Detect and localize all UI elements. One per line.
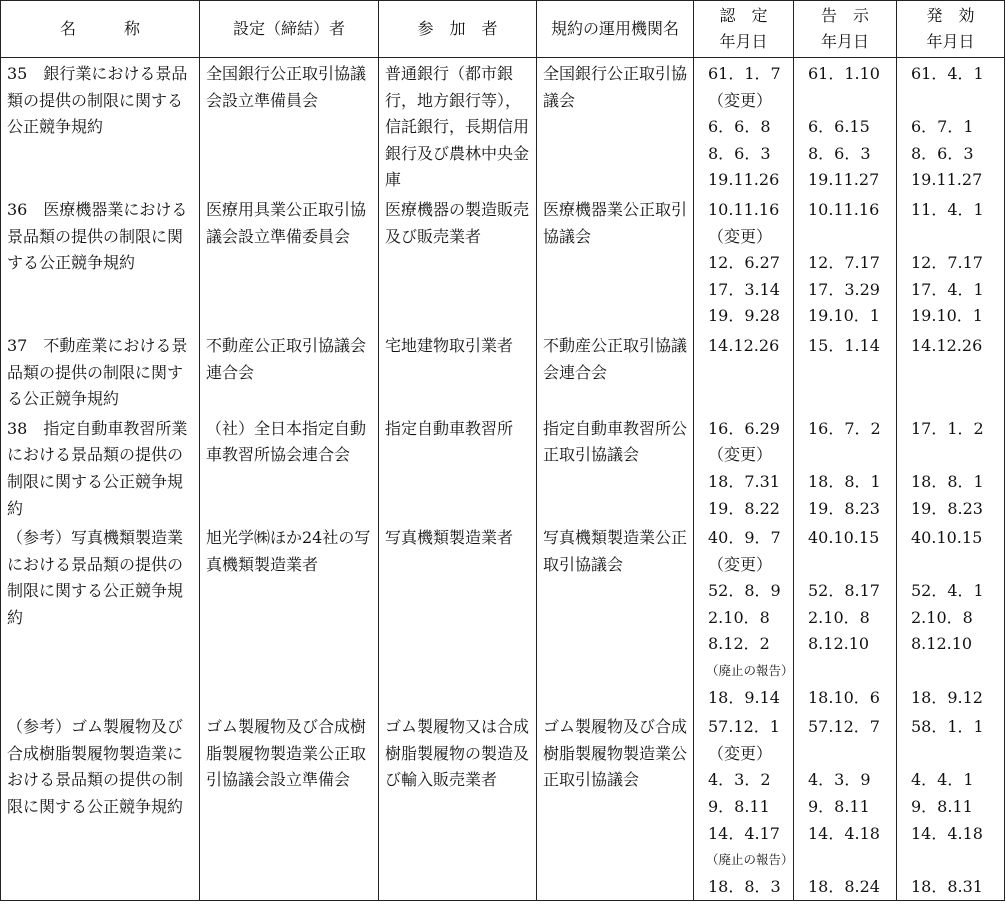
cell-name (1, 522, 200, 711)
participants-text: 普通銀行（都市銀行，地方銀行等），信託銀行，長期信用銀行及び農林中央金庫 (385, 64, 530, 190)
participants-text: 医療機器の製造販売及び販売業者 (385, 199, 530, 246)
cell-approval-dates (694, 711, 794, 901)
header-effective-date: 発 効 年月日 (897, 1, 1005, 58)
approval-date: （廃止の報告） (706, 852, 794, 868)
cell-setter (200, 522, 379, 711)
approval-date: 19．9.28 (708, 306, 780, 326)
approval-date: 18．9.14 (708, 687, 780, 707)
participants-text: 写真機類製造業者 (385, 528, 514, 548)
cell-participants (379, 194, 537, 330)
cell-participants (379, 330, 537, 413)
name-text: 35 銀行業における景品類の提供の制限に関する公正競争規約 (7, 64, 188, 137)
notice-date (794, 658, 896, 685)
cell-notice-dates (794, 58, 897, 194)
cell-notice-dates (794, 522, 897, 711)
cell-name (1, 711, 200, 901)
cell-setter (200, 413, 379, 522)
effect-date: 12．7.17 (911, 253, 983, 273)
notice-date (794, 88, 896, 115)
notice-date (794, 847, 896, 874)
effect-date: 19.10．1 (911, 306, 983, 326)
cell-name (1, 194, 200, 330)
effect-date (897, 224, 1004, 251)
notice-date: 52．8.17 (808, 581, 880, 601)
notice-date: 61．1.10 (808, 64, 880, 83)
cell-operator (537, 194, 694, 330)
operator-text: 全国銀行公正取引協議会 (543, 64, 688, 110)
cell-approval-dates (694, 58, 794, 194)
header-notice-date: 告 示 年月日 (794, 1, 897, 58)
notice-date: 14．4.18 (808, 823, 880, 843)
approval-date: 6．6．8 (708, 117, 771, 137)
effect-date: 19．8.23 (911, 498, 983, 518)
effect-date: 14．4.18 (911, 823, 983, 843)
approval-date: 2.10．8 (708, 607, 770, 627)
cell-name (1, 58, 200, 194)
name-text: 37 不動産業における景品類の提供の制限に関する公正競争規約 (7, 335, 188, 409)
approval-date: （変更） (708, 90, 773, 110)
notice-date: 19.11.27 (808, 170, 880, 190)
cell-notice-dates (794, 413, 897, 522)
approval-date: 8．6．3 (708, 143, 771, 163)
approval-date: 18．8．3 (708, 876, 781, 896)
effect-date: 11．4．1 (911, 199, 984, 219)
effect-date: 52．4．1 (911, 581, 984, 601)
notice-date: 8．6．3 (808, 143, 871, 163)
notice-date: 17．3.29 (808, 279, 880, 299)
notice-date: 15．1.14 (808, 335, 880, 355)
setter-text: 医療用具業公正取引協議会設立準備委員会 (206, 199, 367, 246)
cell-effect-dates (897, 330, 1005, 413)
effect-date: 8．6．3 (911, 143, 974, 163)
notice-date: 6．6.15 (808, 117, 870, 137)
effect-date: 61．4．1 (911, 64, 984, 83)
approval-date: 17．3.14 (708, 279, 780, 299)
approval-date: （変更） (708, 554, 773, 574)
header-name: 名 称 (1, 1, 200, 58)
cell-setter (200, 711, 379, 901)
cell-setter (200, 330, 379, 413)
table-row (1, 330, 1005, 413)
approval-date: 12．6.27 (708, 253, 780, 273)
cell-participants (379, 413, 537, 522)
header-approval-date: 認 定 年月日 (694, 1, 794, 58)
cell-effect-dates (897, 711, 1005, 901)
approval-date: （変更） (708, 226, 773, 246)
setter-text: 旭光学㈱ほか24社の写真機類製造業者 (206, 528, 371, 574)
operator-text: 不動産公正取引協議会連合会 (543, 335, 688, 382)
cell-effect-dates (897, 413, 1005, 522)
notice-date: 4．3．9 (808, 770, 871, 790)
cell-participants (379, 711, 537, 901)
header-operator: 規約の運用機関名 (537, 1, 694, 58)
effect-date: 4．4．1 (911, 770, 974, 790)
operator-text: 指定自動車教習所公正取引協議会 (543, 418, 688, 465)
effect-date (897, 847, 1004, 874)
approval-date: 14.12.26 (708, 335, 780, 355)
effect-date (897, 442, 1004, 469)
effect-date: 18．8.31 (911, 876, 983, 896)
approval-date: 19．8.22 (708, 498, 780, 518)
participants-text: ゴム製履物又は合成樹脂製履物の製造及び輸入販売業者 (385, 717, 530, 790)
effect-date: 19.11.27 (911, 170, 983, 190)
table-body (1, 58, 1005, 901)
notice-date (794, 442, 896, 469)
notice-date: 18．8．1 (808, 471, 881, 491)
approval-date: 52．8．9 (708, 581, 781, 601)
notice-date: 57.12．7 (808, 717, 880, 737)
approval-date: （廃止の報告） (706, 663, 794, 679)
notice-date (794, 552, 896, 579)
effect-date: 14.12.26 (911, 335, 983, 355)
name-text: （参考）写真機類製造業における景品類の提供の制限に関する公正競争規約 (7, 528, 184, 627)
notice-date: 9．8.11 (808, 797, 870, 817)
cell-effect-dates (897, 58, 1005, 194)
cell-notice-dates (794, 194, 897, 330)
header-participants: 参 加 者 (379, 1, 537, 58)
effect-date: 18．8．1 (911, 471, 984, 491)
approval-date: 4．3．2 (708, 770, 771, 790)
notice-date: 19．8.23 (808, 498, 880, 518)
cell-name (1, 413, 200, 522)
approval-date: 14．4.17 (708, 823, 780, 843)
notice-date: 40.10.15 (808, 528, 880, 548)
operator-text: ゴム製履物及び合成樹脂製履物製造業公正取引協議会 (543, 717, 688, 790)
effect-date (897, 552, 1004, 579)
cell-operator (537, 711, 694, 901)
setter-text: 全国銀行公正取引協議会設立準備員会 (206, 64, 367, 110)
notice-date (794, 224, 896, 251)
setter-text: 不動産公正取引協議会連合会 (206, 335, 367, 382)
notice-date: 18．8.24 (808, 876, 880, 896)
cell-effect-dates (897, 522, 1005, 711)
cell-name (1, 330, 200, 413)
table-row (1, 194, 1005, 330)
table-row (1, 522, 1005, 711)
notice-date: 12．7.17 (808, 253, 880, 273)
cell-setter (200, 58, 379, 194)
participants-text: 指定自動車教習所 (385, 418, 514, 438)
notice-date: 19.10．1 (808, 306, 880, 326)
approval-date: 16．6.29 (708, 418, 780, 438)
effect-date: 8.12.10 (911, 634, 973, 654)
notice-date: 2.10．8 (808, 607, 870, 627)
cell-setter (200, 194, 379, 330)
effect-date (897, 88, 1004, 115)
effect-date (897, 741, 1004, 768)
approval-date: 40．9．7 (708, 528, 781, 548)
cell-effect-dates (897, 194, 1005, 330)
effect-date (897, 658, 1004, 685)
approval-date: 10.11.16 (708, 199, 780, 219)
setter-text: ゴム製履物及び合成樹脂製履物製造業公正取引協議会設立準備会 (206, 717, 367, 790)
cell-approval-dates (694, 413, 794, 522)
name-text: 38 指定自動車教習所業における景品類の提供の制限に関する公正競争規約 (7, 418, 188, 518)
approval-date: 19.11.26 (708, 170, 780, 190)
effect-date: 2.10．8 (911, 607, 973, 627)
operator-text: 写真機類製造業公正取引協議会 (543, 528, 688, 574)
approval-date: 9．8.11 (708, 797, 770, 817)
table-row (1, 58, 1005, 194)
cell-operator (537, 413, 694, 522)
name-text: 36 医療機器業における景品類の提供の制限に関する公正競争規約 (7, 199, 188, 273)
notice-date: 8.12.10 (808, 634, 870, 654)
effect-date: 6．7．1 (911, 117, 974, 137)
approval-date: 18．7.31 (708, 471, 780, 491)
approval-date: 8.12．2 (708, 634, 770, 654)
operator-text: 医療機器業公正取引協議会 (543, 199, 688, 246)
cell-notice-dates (794, 711, 897, 901)
approval-date: （変更） (708, 743, 773, 763)
approval-date: （変更） (708, 445, 773, 465)
cell-approval-dates (694, 330, 794, 413)
approval-date: 57.12．1 (708, 717, 780, 737)
header-row (1, 1, 1005, 58)
effect-date: 17．4．1 (911, 279, 984, 299)
notice-date: 16．7．2 (808, 418, 881, 438)
notice-date: 10.11.16 (808, 199, 880, 219)
notice-date: 18.10．6 (808, 687, 880, 707)
notice-date (794, 741, 896, 768)
approval-date: 61．1．7 (708, 64, 781, 83)
table-row (1, 413, 1005, 522)
cell-operator (537, 330, 694, 413)
table-row (1, 711, 1005, 901)
effect-date: 17．1．2 (911, 418, 984, 438)
cell-participants (379, 522, 537, 711)
effect-date: 40.10.15 (911, 528, 983, 548)
setter-text: （社）全日本指定自動車教習所協会連合会 (206, 418, 367, 465)
effect-date: 18．9.12 (911, 687, 983, 707)
cell-approval-dates (694, 194, 794, 330)
cell-approval-dates (694, 522, 794, 711)
cell-operator (537, 58, 694, 194)
cell-operator (537, 522, 694, 711)
cell-participants (379, 58, 537, 194)
effect-date: 58．1．1 (911, 717, 984, 737)
header-setter: 設定（締結）者 (200, 1, 379, 58)
participants-text: 宅地建物取引業者 (385, 335, 514, 355)
cell-notice-dates (794, 330, 897, 413)
effect-date: 9．8.11 (911, 797, 973, 817)
name-text: （参考）ゴム製履物及び合成樹脂製履物製造業における景品類の提供の制限に関する公正競争規約 (7, 717, 184, 817)
